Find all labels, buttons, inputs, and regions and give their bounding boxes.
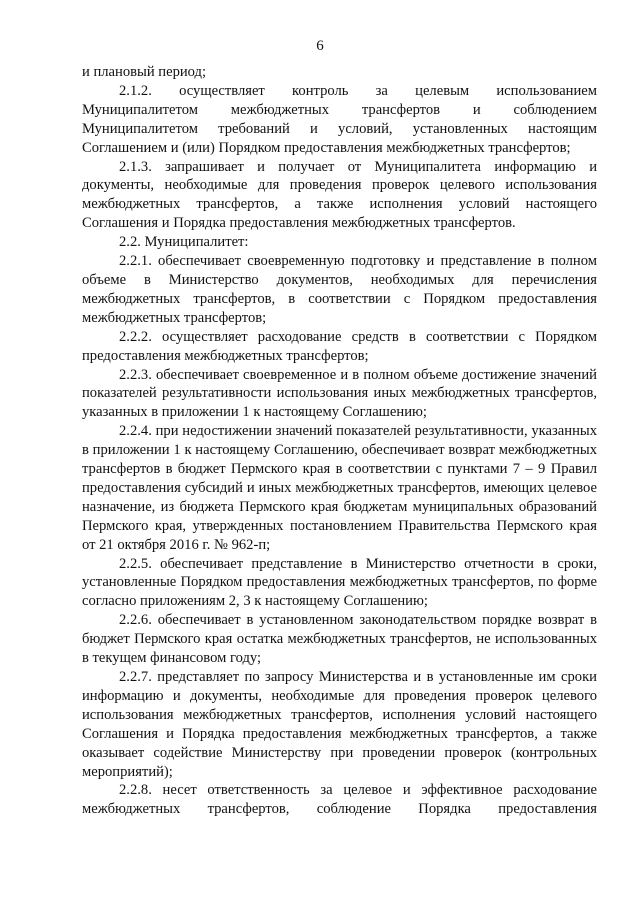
document-body xyxy=(82,63,597,819)
paragraph: 2.2.1. обеспечивает своевременную подготовку и представление в полном объеме в Министерство документов, необходимых для перечисления межбюджетных трансфертов, в соответствии с Порядком предоставления межбюджетных трансфертов; xyxy=(82,253,597,326)
page-number: 6 xyxy=(316,38,324,54)
paragraph: и плановый период; xyxy=(82,64,207,80)
paragraph: 2.2.5. обеспечивает представление в Министерство отчетности в сроки, установленные Порядком предоставления межбюджетных трансфертов, по форме согласно приложениям 2, 3 к настоящему Соглашению; xyxy=(82,555,597,610)
paragraph: 2.2.7. представляет по запросу Министерства и в установленные им сроки информацию и документы, необходимые для проведения проверок целевого использования межбюджетных трансфертов, исполнения условий настоящего Соглашения и Порядка предоставления межбюджетных трансфертов, а также оказывает содействие Министерству при проведении проверок (контрольных мероприятий); xyxy=(82,669,597,780)
paragraph: 2.2.3. обеспечивает своевременное и в полном объеме достижение значений показателей результативности использования иных межбюджетных трансфертов, указанных в приложении 1 к настоящему Соглашению; xyxy=(82,366,597,421)
paragraph: 2.2.4. при недостижении значений показателей результативности, указанных в приложении 1 к настоящему Соглашению, обеспечивает возврат межбюджетных трансфертов в бюджет Пермского края в соответствии с пунктами 7 – 9 Правил предоставления субсидий и иных межбюджетных трансфертов, имеющих целевое назначение, из бюджета Пермского края бюджетам муниципальных образований Пермского края, утвержденных постановлением Правительства Пермского края от 21 октября 2016 г. № 962-п; xyxy=(82,423,597,553)
paragraph: 2.2.2. осуществляет расходование средств в соответствии с Порядком предоставления межбюджетных трансфертов; xyxy=(82,328,597,364)
paragraph: 2.1.2. осуществляет контроль за целевым использованием Муниципалитетом межбюджетных трансфертов и соблюдением Муниципалитетом требований и условий, установленных настоящим Соглашением и (или) Порядком предоставления межбюджетных трансфертов; xyxy=(82,82,597,156)
paragraph: 2.2. Муниципалитет: xyxy=(119,234,249,251)
paragraph: 2.2.8. несет ответственность за целевое и эффективное расходование межбюджетных трансфертов, соблюдение Порядка предоставления xyxy=(82,782,597,818)
paragraph: 2.2.6. обеспечивает в установленном законодательством порядке возврат в бюджет Пермского края остатка межбюджетных трансфертов, не использованных в текущем финансовом году; xyxy=(82,612,597,667)
paragraph: 2.1.3. запрашивает и получает от Муниципалитета информацию и документы, необходимые для проведения проверок целевого использования межбюджетных трансфертов, а также исполнения условий настоящего Соглашения и Порядка предоставления межбюджетных трансфертов. xyxy=(82,158,597,232)
